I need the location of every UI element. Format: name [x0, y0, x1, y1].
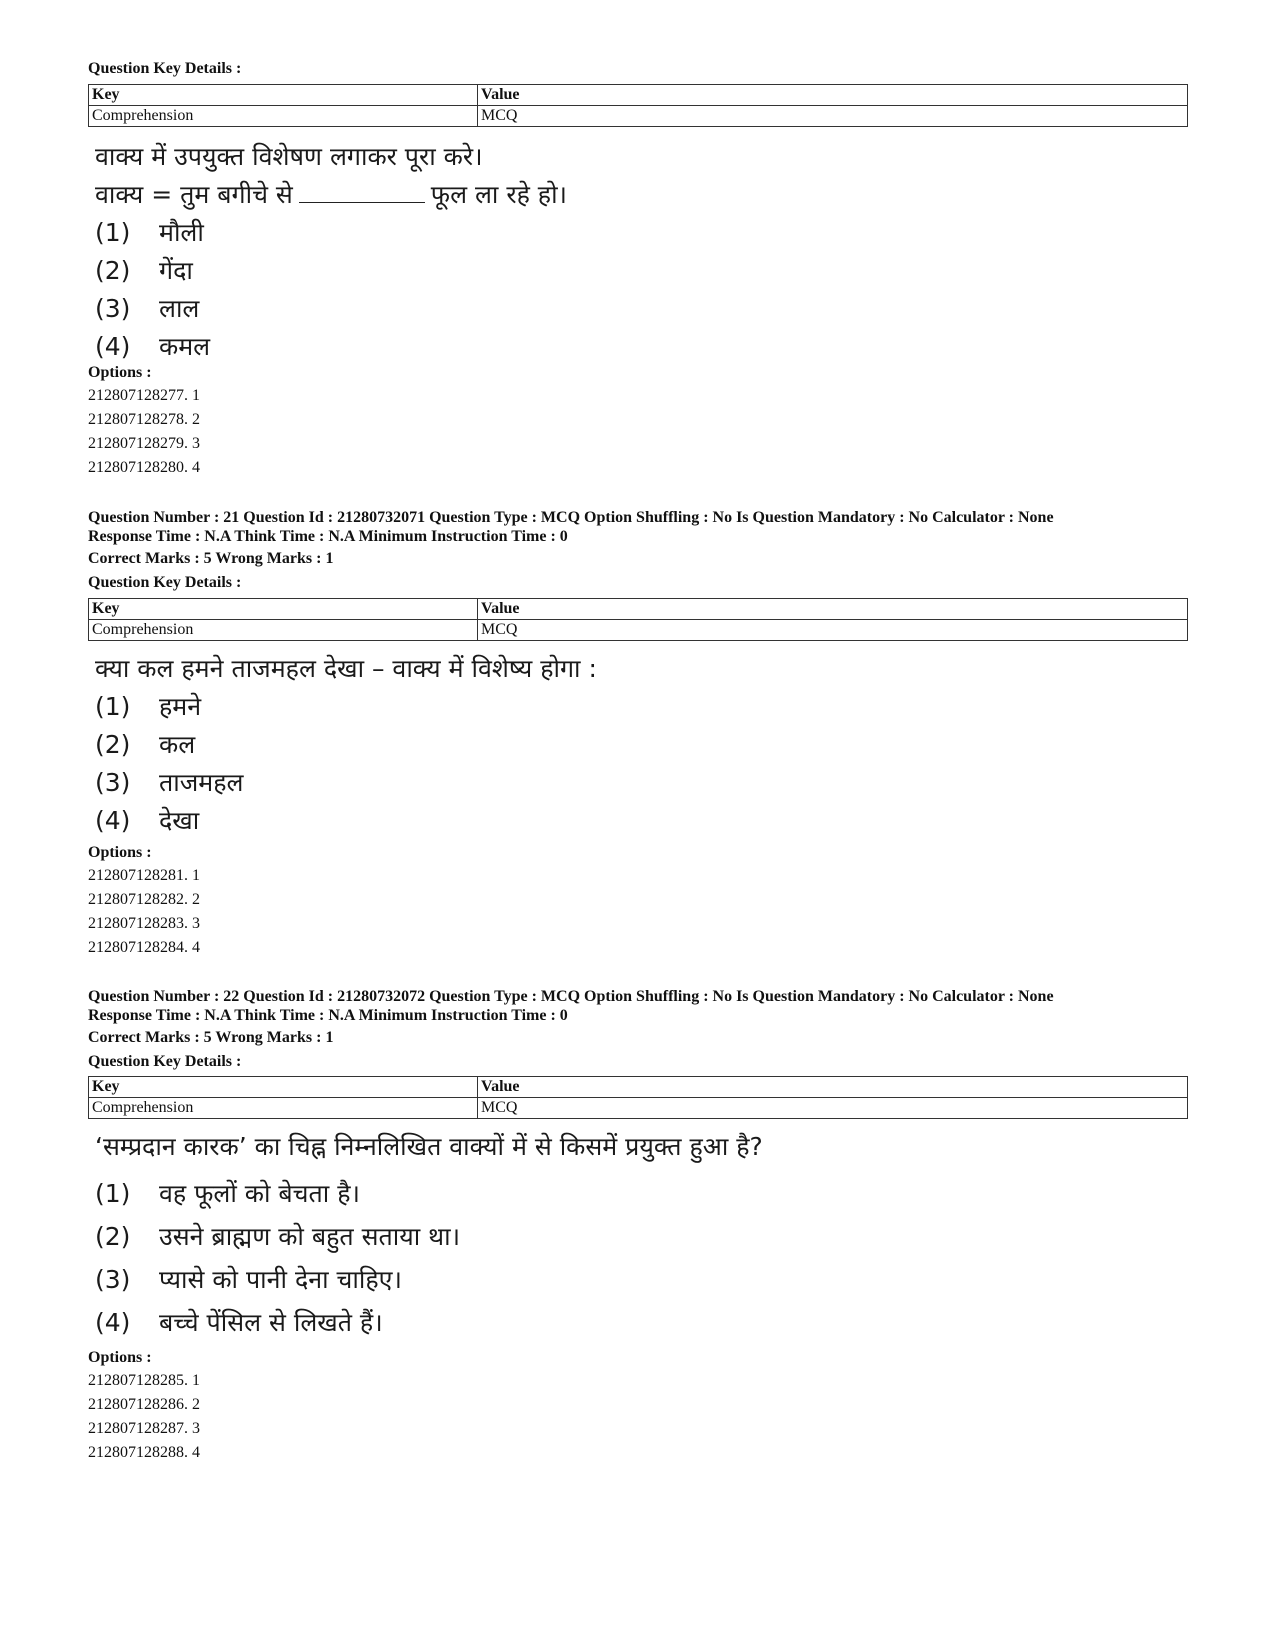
options-title: Options : [88, 844, 152, 861]
q21-key-table [88, 598, 1188, 641]
q21-key-details-title: Question Key Details : [88, 574, 242, 591]
value-header: Value [478, 1077, 1188, 1098]
option-item: 212807128288. 4 [88, 1444, 200, 1461]
option-item: 212807128287. 3 [88, 1420, 200, 1437]
option-item: 212807128277. 1 [88, 387, 200, 404]
q21-header-line2: Response Time : N.A Think Time : N.A Minimum Instruction Time : 0 [88, 528, 568, 545]
q22-header [88, 987, 1188, 1025]
value-cell: MCQ [478, 620, 1188, 641]
q21-header-line1: Question Number : 21 Question Id : 21280732071 Question Type : MCQ Option Shuffling : No Is Question Mandatory : No Calculator : None [88, 509, 1054, 526]
value-cell: MCQ [478, 106, 1188, 127]
key-header: Key [89, 599, 478, 620]
q21-choice-3: (3) ताजमहल [95, 768, 244, 797]
table-row [89, 599, 1188, 620]
table-row [89, 1098, 1188, 1119]
table-row [89, 1077, 1188, 1098]
q22-stem: ‘सम्प्रदान कारक’ का चिह्न निम्नलिखित वाक्यों में से किसमें प्रयुक्त हुआ है? [95, 1132, 763, 1161]
options-title: Options : [88, 364, 152, 381]
q20-question-image [95, 138, 567, 366]
key-cell: Comprehension [89, 106, 478, 127]
q20-stem-pre: वाक्य = तुम बगीचे से [95, 180, 293, 209]
q20-stem-line2 [95, 176, 567, 214]
q21-choice-2: (2) कल [95, 730, 196, 759]
option-item: 212807128280. 4 [88, 459, 200, 476]
table-row [89, 106, 1188, 127]
key-header: Key [89, 85, 478, 106]
q22-marks: Correct Marks : 5 Wrong Marks : 1 [88, 1029, 334, 1046]
option-item: 212807128279. 3 [88, 435, 200, 452]
value-header: Value [478, 599, 1188, 620]
q22-choice-2: (2) उसने ब्राह्मण को बहुत सताया था। [95, 1222, 461, 1251]
q21-stem: क्या कल हमने ताजमहल देखा – वाक्य में विशेष्य होगा : [95, 654, 597, 683]
q20-choice-4: (4) कमल [95, 332, 211, 361]
q20-key-details-title: Question Key Details : [88, 60, 242, 77]
q21-choice-4: (4) देखा [95, 806, 200, 835]
q20-choice-2: (2) गेंदा [95, 256, 193, 285]
q22-key-table [88, 1076, 1188, 1119]
table-row [89, 85, 1188, 106]
q20-stem-line1: वाक्य में उपयुक्त विशेषण लगाकर पूरा करे। [95, 142, 483, 171]
value-header: Value [478, 85, 1188, 106]
q21-options [88, 842, 1188, 960]
option-item: 212807128281. 1 [88, 867, 200, 884]
q22-choice-1: (1) वह फूलों को बेचता है। [95, 1179, 360, 1208]
option-item: 212807128278. 2 [88, 411, 200, 428]
option-item: 212807128283. 3 [88, 915, 200, 932]
option-item: 212807128286. 2 [88, 1396, 200, 1413]
q20-choice-3: (3) लाल [95, 294, 200, 323]
q22-header-line2: Response Time : N.A Think Time : N.A Minimum Instruction Time : 0 [88, 1007, 568, 1024]
options-title: Options : [88, 1349, 152, 1366]
q21-marks: Correct Marks : 5 Wrong Marks : 1 [88, 550, 334, 567]
option-item: 212807128284. 4 [88, 939, 200, 956]
q21-question-image [95, 650, 597, 840]
key-cell: Comprehension [89, 620, 478, 641]
key-cell: Comprehension [89, 1098, 478, 1119]
q21-header [88, 508, 1188, 546]
option-item: 212807128285. 1 [88, 1372, 200, 1389]
q20-key-table [88, 84, 1188, 127]
q22-options [88, 1347, 1188, 1465]
option-item: 212807128282. 2 [88, 891, 200, 908]
table-row [89, 620, 1188, 641]
key-header: Key [89, 1077, 478, 1098]
q20-choice-1: (1) मौली [95, 218, 204, 247]
q22-question-image [95, 1128, 763, 1344]
q22-key-details-title: Question Key Details : [88, 1053, 242, 1070]
q22-header-line1: Question Number : 22 Question Id : 21280732072 Question Type : MCQ Option Shuffling : No Is Question Mandatory : No Calculator : None [88, 988, 1054, 1005]
q20-stem-post: फूल ला रहे हो। [430, 180, 568, 209]
q20-options [88, 362, 1188, 480]
q21-choice-1: (1) हमने [95, 692, 202, 721]
q22-choice-3: (3) प्यासे को पानी देना चाहिए। [95, 1265, 402, 1294]
q22-choice-4: (4) बच्चे पेंसिल से लिखते हैं। [95, 1308, 383, 1337]
fill-in-blank [299, 178, 425, 203]
value-cell: MCQ [478, 1098, 1188, 1119]
